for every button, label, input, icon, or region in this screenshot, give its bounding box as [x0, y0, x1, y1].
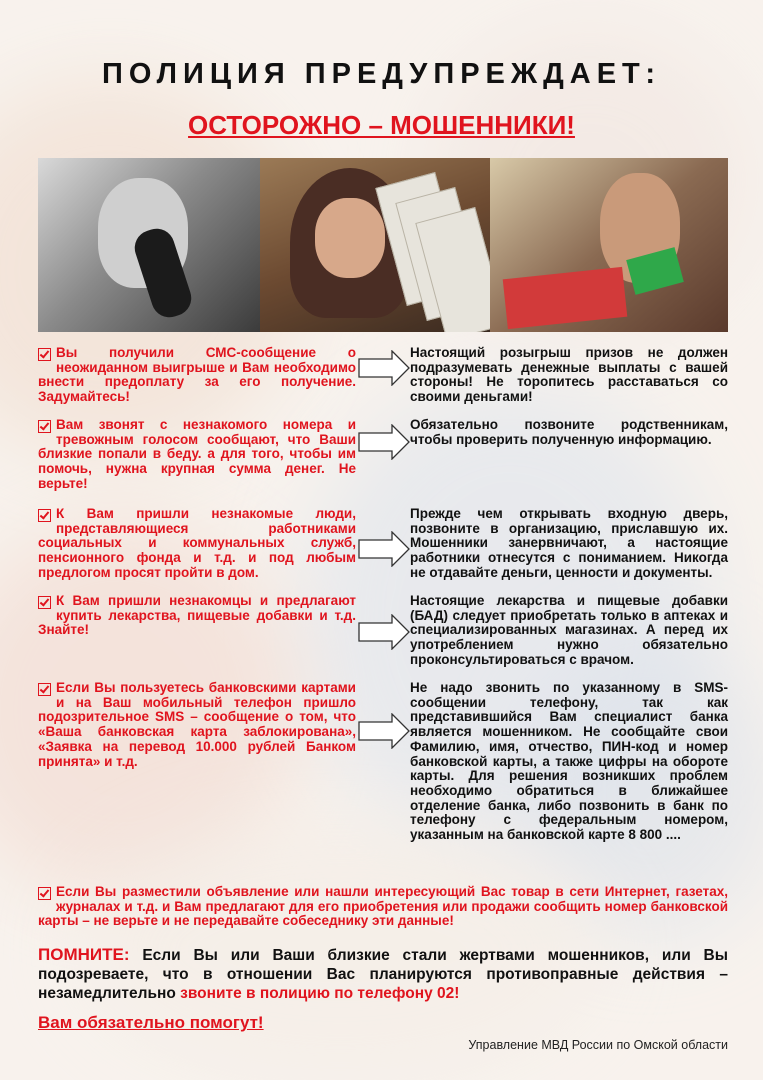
remember-call: звоните в полицию по телефону 02! — [180, 985, 460, 1002]
footer-authority: Управление МВД России по Омской области — [468, 1038, 728, 1052]
warning-situation: Вам звонят с незнакомого номера и тревожным голосом сообщают, что Ваши близкие попали в беду. а для того, чтобы им помочь, нужна крупная сумма денег. Не верьте! — [38, 417, 356, 491]
page-subtitle: ОСТОРОЖНО – МОШЕННИКИ! — [188, 110, 575, 140]
warning-situation: Если Вы пользуетесь банковскими картами и на Ваш мобильный телефон пришло подозрительное SMS – сообщение о том, что «Ваша банковская карта заблокирована», «Заявка на перевод 10.000 рублей Банком принята» и т.д. — [38, 680, 356, 769]
arrow-right-icon — [358, 424, 410, 460]
warning-advice: Не надо звонить по указанному в SMS-сообщении телефону, так как представившийся Вам специалист банка является мошенником. Не сообщайте свои Фамилию, имя, отчество, ПИН-код и номер банковской карты, а также цифры на обороте карты. Для решения возникших проблем необходимо обратиться в ближайшее отделение банка, либо позвонить в банк по телефону с федеральным номером, указанным на банковской карте 8 800 .... — [410, 680, 728, 843]
warning-situation: К Вам пришли незнакомые люди, представляющиеся работниками социальных и коммунальных служб, пенсионного фонда и т.д. и под любым предлогом просят пройти в дом. — [38, 506, 356, 580]
warning-advice: Настоящие лекарства и пищевые добавки (БАД) следует приобретать только в аптеках и специализированных магазинах. А перед их употреблением нужно обязательно проконсультироваться с врачом. — [410, 593, 728, 667]
photo-elderly-woman-package — [490, 158, 728, 332]
internet-warning: Если Вы разместили объявление или нашли интересующий Вас товар в сети Интернет, газетах, журналах и т.д. и Вам предлагают для его приобретения или продажи сообщить номер банковской карты – не верьте и не передавайте собеседнику эти данные! — [38, 884, 728, 929]
checkbox-icon — [38, 348, 51, 361]
page-title: ПОЛИЦИЯ ПРЕДУПРЕЖДАЕТ: — [101, 58, 662, 90]
arrow-right-icon — [358, 531, 410, 567]
checkbox-icon — [38, 420, 51, 433]
warning-advice: Прежде чем открывать входную дверь, позвоните в организацию, приславшую их. Мошенники занервничают, а настоящие работники отнесутся с пониманием. Никогда не отдавайте деньги, ценности и документы. — [410, 506, 728, 580]
warning-advice: Обязательно позвоните родственникам, чтобы проверить полученную информацию. — [410, 417, 728, 447]
remember-block — [38, 945, 728, 1003]
warning-situation: Вы получили СМС-сообщение о неожиданном выигрыше и Вам необходимо внести предоплату за его получение. Задумайтесь! — [38, 345, 356, 405]
checkbox-icon — [38, 683, 51, 696]
photo-strip — [38, 158, 728, 332]
warning-advice: Настоящий розыгрыш призов не должен подразумевать денежные выплаты с вашей стороны! Не торопитесь расставаться со своими деньгами! — [410, 345, 728, 405]
photo-elderly-woman-banknotes — [260, 158, 490, 332]
helped-text: Вам обязательно помогут! — [38, 1013, 264, 1032]
warning-situation: К Вам пришли незнакомцы и предлагают купить лекарства, пищевые добавки и т.д. Знайте! — [38, 593, 356, 638]
checkbox-icon — [38, 509, 51, 522]
checkbox-icon — [38, 887, 51, 900]
remember-text: Если Вы или Ваши близкие стали жертвами мошенников, или Вы подозреваете, что в отношении Вас планируются противоправные действия – незамедлительно — [38, 947, 728, 1002]
arrow-right-icon — [358, 614, 410, 650]
arrow-right-icon — [358, 713, 410, 749]
checkbox-icon — [38, 596, 51, 609]
photo-elderly-woman-phone — [38, 158, 260, 332]
remember-label: ПОМНИТЕ: — [38, 945, 130, 964]
arrow-right-icon — [358, 350, 410, 386]
